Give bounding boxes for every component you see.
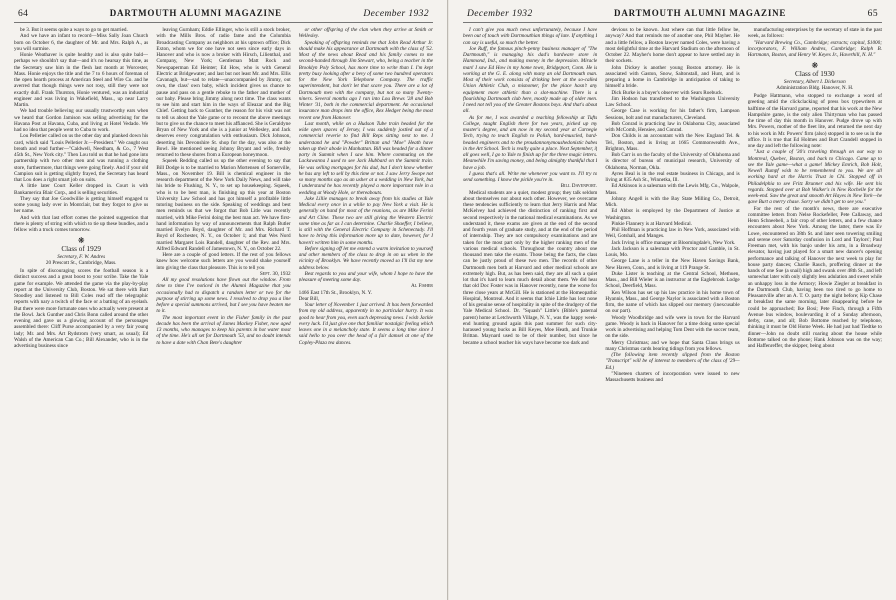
paragraph: George Lane is a teller in the New Haven Savings Bank, New Haven, Conn., and is living at 119 Prange St. xyxy=(605,258,740,271)
paragraph: And we have an infant to record—Miss Sally Joan Church born on October 6, the daughter of Mr. and Mrs. Ralph A., as you will surmise. xyxy=(14,33,149,52)
page-number: 65 xyxy=(867,9,878,19)
page-number: 64 xyxy=(18,9,29,19)
signature: Al Fisher xyxy=(411,283,433,290)
paragraph: leaving Gurnham; Eddie Ellinger, who is still a stock broker, with the Mills Bros. of radio fame and the Columbia Broadcasting Company as neighbors at his uptown office; Dick Exton, whom we for one have not seen since early days in Hanover and who is now a broker with Hirsch, Lilienthal, and Company, New York; Gentleman Matt Rock and Newspaperman Ed Heinter; Ed How, who is with General Electric at Bridgewater; and last but not least Mr. and Mrs. Ellis Cavanagh, but—sad to relate—unaccompanied by Jimmy, out own, the class' own baby, which incident gives us chance to pause and pass on a gentle rebuke to the father and mother of our baby. Please bring Jimmy along next time. The class wants to see him and start him in the ways of Eleazar and the Big Chief. Getting back to Gunther, the reason for his visit was not to tell us about the Yale game or to recount the above meetings but to give us the chance to meet his affianced. She is Geraldyne Bryan of New York and she is a junior at Wellesley, and Jack deserves every congratulation with enthusiasm. Dick Johnson, deserting his Devonshire St. shop for the day, was also at the Bowl. He mentioned seeing Johnny Bryant and wife, freshly returned to these shores from a European honeymoon. xyxy=(156,27,291,158)
paragraph: Squeek Redding called us up the other evening to say that Bill Dodge is to be married to Marion Mortensen of Somerville, Mass., on November 19. Bill is chemical engineer in the research department of the New York Daily News, and will take his bride to Flushing, N. Y., to set up housekeeping. Squeek, who is to be best man, is finishing up this year at Boston University Law School and has got himself a profitable little tutoring business on the side. Speaking of weddings and best men reminds us that we forgot that Bob Litle was recently married, with Mike Ferini doing the best man act. We have first-hand information by way of announcements that Ralph Butler married Evelyn Boyd, daughter of Mr. and Mrs. Richard T. Boyd of Rochester, N. Y., on October 1; and that Wes Nord married Margaret Lois Randell, daughter of the Rev. and Mrs. Alfred Edward Randell of Jamestown, N. Y., on October 22. xyxy=(156,158,291,252)
paragraph: Dick Burke is a buyer's observer with Sears Roebuck. xyxy=(611,89,724,96)
paragraph: Your letter of November 1 just arrived. It has been forwarded from my old address, apparently in no particular hurry. It was good to hear from you, even such depressing news. I wish Jackie every luck. I'd just give one that familiar nostalgic feeling which leaves one in a melancholy state. It seems a long time since I said hello to you over the head of a fair damsel at one of the Copley-Plaza tea dances. xyxy=(298,302,433,346)
paragraph: Honie Weathaver is quite healthy and is also quite bald—perhaps we shouldn't say that—and it's no hearsay this time, as the Secretary saw him in the flesh last month at Worcester, Mass. Honie enjoys the title and the 7 to 6 hours of foreman of the open hearth process at American Steel and Wire Co. and he averred that though things were not rosy, still they were not exactly dull. Frank Thurston, Honie ventured, was an industrial engineer and was living in Wakefield, Mass., up near Larry Martin. xyxy=(14,52,149,108)
text-column xyxy=(299,27,433,600)
paragraph: Last month, while on a Hudson Tube train headed for the wide open spaces of Jersey, I was suddenly jostled out of a commercial reverie to find Bill Reps sitting next to me. I understand he and "Powder" Brittan and "Moe" Heath have taken up their abode in Manhattan. Bill was headed for a dinner party in Summit when I saw him. Where commuting on the Lackawanna I used to see Jack Hubbard on the Summit train. He was selling mortgages for his dad, but I don't know whether he has any left to sell by this time or not. I saw Jerry Swope not so many months ago as an usher at a wedding in New York, but I understand he has recently played a more important role in a wedding at Woody Hole, or thereabouts. xyxy=(298,120,433,196)
text-column xyxy=(463,27,597,600)
text-column xyxy=(156,27,290,600)
paragraph: Jack Jackson is a salesman with Proctor and Gamble, in St. Louis, Mo. xyxy=(605,245,740,258)
paragraph: John Dickey is another young Boston attorney. He is associated with Gaston, Snow, Saltonstall, and Hunt, and is preparing a home in Cambridge in anticipation of taking to himself a bride. xyxy=(605,64,740,90)
paragraph: Ken Wilson has set up his law practice in his home town of Hyannis, Mass., and George Naylor is associated with a Boston firm, the name of which has slipped our memory (inexcusable on our part). xyxy=(605,289,740,315)
text-column xyxy=(605,27,739,600)
ornament-icon: ❋ xyxy=(77,236,85,246)
paragraph: Dear Bill, xyxy=(298,295,320,302)
left-columns xyxy=(14,27,433,600)
paragraph: Merry Christmas; and we hope that Santa Claus brings us many Christmas cards bearing tidings from you fellows. xyxy=(605,339,740,352)
class-secretary: Secretary, F. W. Andres xyxy=(57,253,106,260)
paragraph: Before signing off let me extend a warm invitation to yourself and other members of the class to drop in on us when in the vicinity of Brooklyn. We have recently moved so I'll list my new address below. xyxy=(298,245,433,271)
paragraph: "Harvard Brewing Co., Cambridge; extracts; capital, $1000; incorporators, F. William Andres, Cambridge; Ralph B. Hartmann, Boston, and Henry W. Keyes Jr., Haverhill, N. H." xyxy=(747,39,882,58)
ornament-icon: ❋ xyxy=(811,61,819,71)
paragraph: devious to be known. Just where can that little fellow be, anyway? And that reminds me of another one, Phil Mayher. He and a little fellow, a Boston lawyer named Coles, were having a most delightful time at the Harvard Stadium on the afternoon of October 22. Mayher's home don't appear to have settled any in their sockets. xyxy=(605,27,740,65)
paragraph: For the rest of the month's news, there are executive committee letters from Nelse Rockefeller, Pete Callaway, and Henn Schneebeli, a fair crop of other letters, and a few chance encounters about New York. Among the latter, there was Ev Lowe, encountered on 38th St. and later seen towering smiling and serene over Saturday confusion in Lord and Taylors'; Paul Freeman met, with his banjo under his arm, in a Broadway elevator, having just played for a smart new dancer's opening performance and talking of Hanover the next week to play for house party dances; Charlie Rauch, proffering dinner at the hands of one Sue (a snail) high and swank over 48th St., and left somewhat later with only slightly less adulation and sweet while an unhappy loss in the Armory; Howie Ziegler at breakfast in the Dartmouth Club, having been too tired to go home to Pleasantville after an A. T. O. party the night before; Kip Chase at breakfast the same morning, later disappearing before he could be approached; Ike Bosi; Pete Finch, through a Fifth Avenue bus window, boulevarding it of a Sunday afternoon, derby, cane, and all; Bob Bottome reached by telephone, thinking it must be Old Home Week. He had just had Tiedtke to dinner—John no doubt still roaring about the house while Bottome talked on the phone; Hank Johnson was on the way; and Haffenreffer, the skipper, being about xyxy=(747,205,882,350)
right-columns xyxy=(463,27,882,600)
paragraph: Ed Atkinson is a salesman with the Lewis Mfg. Co., Walpole, Mass. xyxy=(605,183,740,196)
paragraph: And with that last effort comes the pointed suggestion that there is plenty of string with which to tie up these bundles, and a fellow with a truck comes tomorrow. xyxy=(14,214,149,233)
paragraph: They say that Joe Goodwillie is getting himself engaged to some young lady over in Montclair, but they forgot to give us her name. xyxy=(14,195,149,215)
paragraph: or other offspring of the clan when they arrive at Smith or Wellesley. xyxy=(298,27,433,40)
paragraph: Bob Conrad is practicing law in Oklahoma City, associated with McComb, Hensiee, and Conrad. xyxy=(605,120,740,133)
paragraph: manufacturing enterprises by the secretary of state in the past week, as follows: xyxy=(747,27,882,40)
paragraph: Woody Woodbridge and wife were in town for the Harvard game. Woody is back in Hanover for a time doing some special work in advertising and helping Tom Dent with the soccer team, on the side. xyxy=(605,314,740,340)
page-header xyxy=(14,6,433,23)
paragraph: "Nineteen charters of incorporation were issued to new Massachusetts business and xyxy=(605,370,740,383)
paragraph: Medical students are a quiet, modest group; they talk seldom about themselves nor about each other. However, we overcame these tendencies sufficiently to learn that Jerry Harris and Mac McKelvey had achieved the distinction of ranking first and second respectively in the national medical examinations. As we understand it, these exams are given at the end of the second and fourth years of graduate study, and at the end of the period of internship. They are not compulsory examinations and are taken for the most part only by the higher ranking men of the various medical schools. Throughout the country about one thousand men take the exams. Those being the facts, the class can be justly proud of these two men. The records of other Dartmouth men both at Harvard and other medical schools are extremely high. But, as has been said, they are all such a quiet lot that it's hard to learn much detail about them. We did hear that old Doc Foster was in Hanover recently, none the worse for three close years at McGill. He is stationed at the Homeopathic Hospital, Montreal. And it seems that Ichie Little has lost none of his genuine sense of hospitality in spite of the drudgery of the Yale Medical School. Dr. "Squash" Little's (Bible's paternal parent) home at Letchworth Village, N. Y., was the happy week-end hunting ground again this past summer for such city-harassed young bucks as Bill Keyes, Moe Heath, and Trunkie Brittan. Maynard used to be of their number, but since he became a school teacher his ways have become too dark and xyxy=(463,189,598,346)
paragraph: Jim Hodson has transferred to the Washington University Law School. xyxy=(605,95,740,108)
paragraph: Duke Lister is teaching at the Central School, Methuen, Mass., and Bill Wieler is an instructor at the Eaglebrook Lodge School, Deerfield, Mass. xyxy=(605,270,740,290)
text-column xyxy=(14,27,148,600)
paragraph: Phil Hoffman is practicing law in New York, associated with Weil, Gotshall, and Manges. xyxy=(605,227,740,240)
class-secretary: Secretary, Albert I. Dickerson xyxy=(783,78,846,85)
magazine-title: DARTMOUTH ALUMNI MAGAZINE xyxy=(614,8,787,18)
paragraph: "Just a couple of '30's traveling through on our way to Montreal, Quebec, Boston, and back to Chicago. Came up to see the Yale game—what a game! Mickey Emrich, Bob Holt, Newell Rumpf wish to be remembered to you. We are all working hard at the Harris Trust in Chi. Stopped off in Philadelphia to see Fritz Brunner and his wife. He sent his regards. Stopped over at Bob Walker's in New Rochelle for the week-end. Saw the great and smooth Art Hayes in New York—he gave Burt a merry chase. Sorry we didn't get to see you." xyxy=(747,149,882,206)
class-title: Class of 1930 xyxy=(795,70,835,79)
paragraph: Joe Ruff, the famous pinch-penny business manager of "The Dartmouth," is managing his dad's hardware store in Hammond, Ind., and making money in the depression. Miracle man! I saw Ed How in my home town, Bridgeport, Conn. He is working at the G. E. along with many an old Dartmouth man. Most of their work consists of drinking beer at the so-called Union Athletic Club, a misnomer, for the place hasn't any equipment more athletic than a slot-machine. There is a flourishing Dartmouth club here, mostly made up of older men. I need not tell you of the Greater Bostons boys. And that's about all. xyxy=(463,45,598,115)
paragraph: Ed Abbot is employed by the Department of Justice at Washington. xyxy=(605,208,740,221)
right-page xyxy=(448,0,896,600)
paragraph: Pinkie Flannery is at Harvard Medical. xyxy=(611,220,693,227)
signature: Bill Davenport. xyxy=(560,183,598,190)
paragraph: The most important event in the Fisher family in the past decade has been the arrival of James Mackey Fisher, now aged 13 months, who manages to keep his parents in hot water most of the time. He's all set for Dartmouth '53, and no doubt intends to have a date with Chan Bete's daughter xyxy=(156,314,291,346)
paragraph: Here are a couple of good letters. If the rest of you fellows knew how welcome such letters are you would shake yourself into giving the class that pleasure. This is to tell you xyxy=(156,252,291,271)
page-header xyxy=(463,6,882,23)
paragraph: We had trouble believing our usually trustworthy ears when we heard that Gordon Jamison was selling advertising for the Havana Post at Havana, Cuba, and living at Hotel Vedado. We had no idea that people went to Cuba to work. xyxy=(14,108,149,133)
paragraph: George Case is working for his father's firm, Lampson Sessions, bolt and nut manufacturers, Cleveland. xyxy=(605,108,740,121)
class-address: Administration Bldg. Hanover, N. H. xyxy=(776,84,854,91)
class-heading xyxy=(748,61,882,91)
paragraph: I guess that's all. Write me whenever you want to. I'll try to send something. I know the pickle you're in. xyxy=(463,170,598,183)
paragraph: (The following item recently slipped from the Boston "Transcript" will be of interest to members of the class of '29—Ed.) xyxy=(605,352,740,371)
paragraph: In spite of discouraging scores the football season is a distinct success and a great boost to your scribe. Take the Yale game for example. We attended the game via the play-by-play report at the University Club, Boston. We sat there with Bart Stoodley and listened to Bill Coles read off the telegraphic reports with nary a twitch of the face or a batting of an eyelash. But there were more fortunate ones who actually were present at the Bowl. Jack Gunther and Chris Bonn called around the other evening and gave us a glowing account of the personages assembled there: Cliff Purse accompanied by a very fair young lady; Mr. and Mrs. Art Rydstrom (very smart, as usual); Ed Walsh of the American Can Co.; Bill Alexander, who is in the advertising business since xyxy=(14,268,149,350)
paragraph: Don Childs is an accountant with the New England Tel. & Tel., Boston, and is living at 1665 Commonwealth Ave., Brighton, Mass. xyxy=(605,133,740,152)
paragraph: As for me, I was awarded a teaching fellowship at Tufts College, taught English there for two years, picked up my master's degree, and am now in my second year at Carnegie Tech, trying to teach English to Polish, hard-muscled, hard-headed engineers and to the proudannonymoushedonistic babes in the Art School. Tech is really quite a place. Next September, if all goes well, I go to Yale to finish up for the three magic letters. Meanwhile I'm saving money, and being almighty thankful that I have a job. xyxy=(463,114,598,171)
text-column xyxy=(748,27,882,600)
paragraph: Speaking of offspring reminds me that John Read Arthur Jr. should make his appearance at Dartmouth with the class of '52. Most of the news about Read and his family comes to me second-handed through Jim Stewart, who, being a teacher in the Brooklyn Poly School, has more time to write than I. I'm kept pretty busy looking after a bevy of some two hundred operators for the New York Telephone Company. The traffic superintendent, but don't let that scare you. There are a lot of Dartmouth men with the company, but not so many Twenty-niners. Several months ago I ran into Lou Brews '28 and Bob Winter '31, both in the commercial department. An occasional insurance man drops into the office, Rex Hedger being the most recent one from Hanover. xyxy=(298,39,433,121)
paragraph: Jack Irving is office manager at Bloomingdale's, New York. xyxy=(611,239,736,246)
class-address: 20 Prescott St., Cambridge, Mass. xyxy=(45,259,117,266)
paragraph: Lou Pelletier called on us the other day and planked down his card, which said "Louis Pelletier Jr.—President." We caught our breath and read further—"Caldwell, Needham, & Co., 7 West 45th St., New York city." Then Lou told us that he had gone into partnership with two other men and was running a clothing store, furthermore, that things were going finely. And if your old Campion suit is getting slightly frayed, the Secretary has heard that Lou does a right smart job on suits. xyxy=(14,133,149,183)
signature: Sept. 30, 1932 xyxy=(259,270,291,277)
issue-date: December 1932 xyxy=(363,9,429,19)
paragraph: be 3. But it seems quite a ways to go to get married. xyxy=(20,27,128,33)
paragraph: Best regards to you and your wife, whom I hope to have the pleasure of meeting some day. xyxy=(298,270,433,283)
paragraph: All my good resolutions have flown out the window. From time to time I've noticed in the Alumni Magazine that you occasionally had to dispatch a random letter or two for the purpose of stirring up some news. I resolved to drop you a line before a special summons arrived, but I see you have beaten me to it. xyxy=(156,277,291,315)
issue-date: December 1932 xyxy=(467,9,533,19)
paragraph: A little later Court Keller dropped in. Court is with Bankamerica Blair Corp., and is selling securities. xyxy=(14,183,149,196)
paragraph: I can't give you much news unfortunately, because I have been out of touch with Dartmouthian things of late. If anything I can say is useful, so much the better. xyxy=(463,27,598,46)
paragraph: Bob Carr is on the faculty of the University of Oklahoma and is director of bureau of municipal research, University of Oklahoma, Norman, Okla. xyxy=(605,152,740,171)
paragraph: Jake Lillie manages to break away from his studies at Yale Medical every once in a while to pay New York a visit. He is generally on hand for most of the reunions, as are Mike Ferini and Art Cline. These two are still giving the Western Electric some time as far as I can determine. Charlie Shaeffer, I believe, is still with the General Electric Company in Schenectady. I'll have to bring this information more up to date, however, for I haven't written him in some months. xyxy=(298,195,433,246)
paragraph: Johnny Angell is with the Bay State Milling Co., Detroit, Mich. xyxy=(605,195,740,208)
paragraph: Ayres Beal is in the real estate business in Chicago, and is living at 835 Ash St., Winnetka, Ill. xyxy=(605,170,740,183)
paragraph: 1466 East 17th St., Brooklyn, N. Y. xyxy=(298,289,373,296)
magazine-title: DARTMOUTH ALUMNI MAGAZINE xyxy=(109,8,282,18)
paragraph: Pudge Hattmann, who stopped to exchange a word of greeting amid the clickclacking of press box typewriters at halftime of the Harvard game, reported that his work at the New Hampshire game, is the only alien Thirtyman who has passed the time of day this month in Hanover. Pudge drove up with Mrs. Powers, mother of the fleet lite, and returned the next day to his work in Mr. Powers' firm (also) stopped in to see us in the office. It is true that Ed Holmes and Burt Crandell stopped in one day and left the following note: xyxy=(747,93,882,150)
class-heading xyxy=(14,236,148,266)
class-title: Class of 1929 xyxy=(61,245,101,254)
